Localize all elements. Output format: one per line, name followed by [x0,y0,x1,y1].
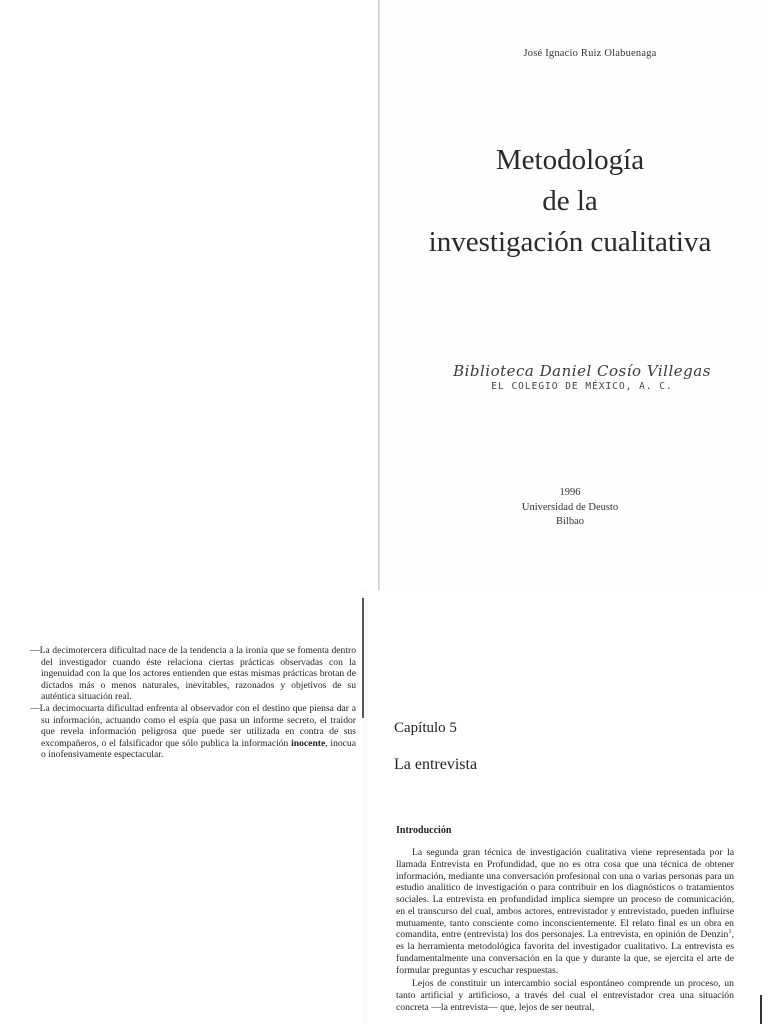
author-name: José Ignacio Ruiz Olabuenaga [523,48,657,59]
publisher-city: Bilbao [556,516,584,527]
intro-paragraph-1-text-a: La segunda gran técnica de investigación cualitativa viene representada por la llamada Entrevista en Profundidad, que no es otra cosa que una técnica de obtener información, mediante una conversación profesional con una o varias personas para un estudio analítico de investigación o para contribuir en los diagnósticos o tratamientos sociales. La entrevista en profundidad implica siempre un proceso de comunicación, en el transcurso del cual, ambos actores, entrevistador y entrevistado, pueden influirse mutuamente, tanto consciente como inconscientemente. El relato final es un obra en comandita, entre (entrevista) los dos personajes. La entrevista, en opinión de Denzin [396,847,734,941]
footnote-marker: 1 [728,928,732,936]
book-title-line-2: de la [542,185,598,217]
publisher-name: Universidad de Deusto [521,501,619,513]
stamp-library-name: Biblioteca Daniel Cosío Villegas [453,362,711,380]
intro-paragraph-2: Lejos de constituir un intercambio social espontáneo comprende un proceso, un tanto artificial y artificioso, a través del cual el entrevistador crea una situación concreta —la entrevista— que, lejos de ser neutral, [396,978,734,1013]
chapter-title: La entrevista [394,756,478,773]
page-edge-mark [760,995,762,1024]
book-title [392,140,748,263]
book-title-line-3: investigación cualitativa [428,226,712,258]
difficulty-14-text-b: , inocua o inofensivamente espectacular. [41,737,356,761]
difficulty-14-text-a: —La decimocuarta dificultad enfrenta al observador con el destino que piensa dar a su información, actuando como el espía que pasa un informe secreto, el traidor que revela información peligrosa que puede ser utilizada en contra de sus excompañeros, o el falsificador que sólo publica la información [30,702,356,749]
library-stamp [452,362,712,394]
chapter-body-text [396,847,734,1016]
blank-left-page [0,0,378,590]
previous-chapter-page [0,590,362,1024]
difficulty-14-paragraph [30,703,356,761]
publisher-block [460,486,680,530]
difficulty-13-paragraph: —La decimotercera dificultad nace de la tendencia a la ironía que se fomenta dentro del investigador cuando éste relaciona ciertas prácticas observadas con la ingenuidad con la que los actores entienden que estas mismas prácticas brotan de dictados más o menos naturales, inevitables, razonados y objetivos de su auténtica situación real. [30,645,356,703]
publication-year: 1996 [559,487,581,498]
book-title-line-1: Metodología [495,144,645,176]
bottom-gutter-line [362,598,364,718]
chapter-label: Capítulo 5 [394,720,457,736]
previous-chapter-text [30,645,356,761]
intro-paragraph-1 [396,847,734,976]
intro-paragraph-1-text-b: , es la herramienta metodológica favorita del investigador cualitativo. La entrevista es fundamentalmente una conversación en la que y durante la que, se ejercita el arte de formular preguntas y escuchar respuestas. [396,929,734,976]
stamp-institution: EL COLEGIO DE MÉXICO, A. C. [491,381,673,392]
section-heading: Introducción [396,825,452,836]
difficulty-14-bold-word: inocente [291,737,326,749]
